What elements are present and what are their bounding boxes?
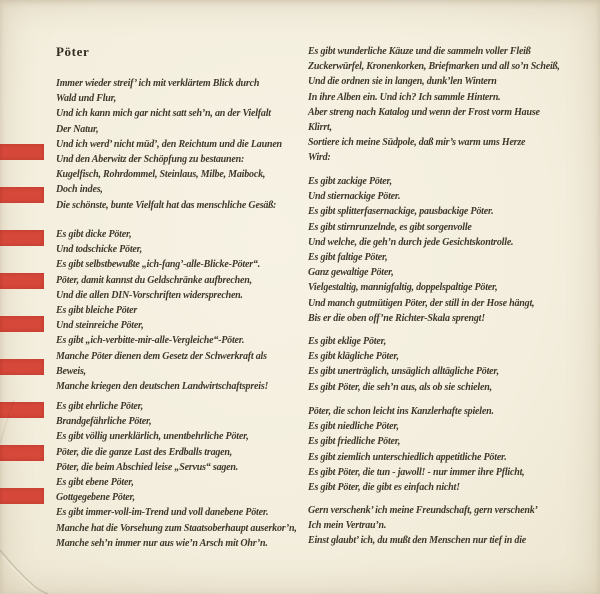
poem-line: Der Natur, [56, 123, 99, 135]
poem-line: Ich mein Vertrau’n. [308, 520, 387, 532]
poem-line: Es gibt zackige Pöter, [308, 176, 392, 187]
poem-line: Einst glaubt’ ich, du mußt den Menschen nur tief in die [308, 535, 527, 547]
poem-line: Und todschicke Pöter, [56, 244, 143, 256]
poem-line: Es gibt Pöter, die seh’n aus, als ob sie schielen, [308, 381, 492, 393]
poem-line: Es gibt eklige Pöter, [308, 336, 387, 347]
poem-line: Und die ordnen sie in langen, dunk’len Wintern [308, 76, 497, 88]
poem-line: Kugelfisch, Rohrdommel, Steinlaus, Milbe, Maibock, [56, 169, 266, 181]
poem-line: Vielgestaltig, mannigfaltig, doppelspaltige Pöter, [308, 282, 498, 294]
poem-line: Und steinreiche Pöter, [56, 320, 144, 332]
poem-line: Es gibt niedliche Pöter, [308, 421, 399, 433]
poem-line: Es gibt dicke Pöter, [56, 229, 132, 240]
stanza-right-5 [308, 503, 538, 549]
red-stripe [0, 144, 44, 160]
poem-line: Und manch gutmütigen Pöter, der still in der Hose hängt, [308, 297, 535, 309]
poem-line: Gottgegebene Pöter, [56, 492, 135, 504]
red-stripe [0, 488, 44, 504]
poem-line: Manche seh’n immer nur aus wie’n Arsch mit Ohr’n. [56, 537, 268, 549]
poem-line: Es gibt faltige Pöter, [308, 252, 388, 264]
poem-line: Es gibt unerträglich, unsäglich alltägliche Pöter, [308, 366, 499, 378]
poem-line: In ihre Alben ein. Und ich? Ich sammle Hintern. [308, 91, 501, 103]
poem-line: Und ich werd’ nicht müd’, den Reichtum und die Launen [56, 138, 282, 150]
poem-line: Wald und Flur, [56, 93, 117, 105]
page-fold-crease [0, 504, 120, 594]
page-title: Pöter [56, 44, 90, 59]
poem-line: Es gibt splitterfasernackige, pausbackige Pöter. [308, 206, 494, 218]
poem-line: Ganz gewaltige Pöter, [308, 267, 394, 279]
poem-line: Es gibt völlig unerklärlich, unentbehrliche Pöter, [56, 431, 249, 443]
poem-line: Es gibt bleiche Pöter [56, 305, 138, 317]
poem-line: Immer wieder streif’ ich mit verklärtem Blick durch [56, 78, 260, 89]
poem-line: Und stiernackige Pöter. [308, 191, 401, 203]
stanza-left-1 [56, 76, 282, 213]
red-stripe [0, 316, 44, 332]
poem-line: Es gibt friedliche Pöter, [308, 436, 401, 448]
poem-line: Die schönste, bunte Vielfalt hat das menschliche Gesäß: [56, 199, 277, 211]
poem-line: Es gibt Pöter, die tun - jawoll! - nur immer ihre Pflicht, [308, 466, 525, 478]
stanza-right-4 [308, 404, 524, 495]
poem-line: Pöter, die die ganze Last des Erdballs tragen, [56, 446, 233, 458]
poem-line: Manche hat die Vorsehung zum Staatsoberhaupt auserkor’n, [56, 522, 297, 534]
poem-line: Und ich kann mich gar nicht satt seh’n, an der Vielfalt [56, 108, 271, 120]
poem-line: Aber streng nach Katalog und wenn der Frost vorm Hause [308, 106, 540, 118]
poem-line: Sortiere ich meine Südpole, daß mir’s warm ums Herze [308, 137, 526, 149]
edge-crease [0, 400, 20, 445]
poem-line: Es gibt ehrliche Pöter, [56, 401, 144, 412]
stanza-right-3 [308, 334, 499, 395]
red-stripe [0, 445, 44, 461]
red-stripe [0, 187, 44, 203]
red-stripe [0, 273, 44, 289]
poem-line: Manche Pöter dienen dem Gesetz der Schwerkraft als [56, 350, 267, 362]
poem-line: Beweis, [56, 365, 86, 377]
poem-line: Es gibt Pöter, die gibt es einfach nicht! [308, 482, 460, 494]
red-stripe [0, 230, 44, 246]
poem-line: Pöter, die beim Abschied leise „Servus“ sagen. [56, 461, 239, 473]
poem-line: Und den Aberwitz der Schöpfung zu bestaunen: [56, 154, 245, 166]
poem-line: Es gibt ziemlich unterschiedlich appetitliche Pöter. [308, 451, 507, 463]
poem-line: Es gibt „ich-verbitte-mir-alle-Vergleiche“-Pöter. [56, 335, 245, 347]
stanza-right-1 [308, 44, 560, 166]
poem-line: Wird: [308, 152, 331, 164]
poem-line: Es gibt stirnrunzelnde, es gibt sorgenvolle [308, 221, 472, 233]
stanza-right-2 [308, 174, 534, 326]
red-stripe [0, 359, 44, 375]
poem-line: Es gibt immer-voll-im-Trend und voll danebene Pöter. [56, 507, 269, 519]
stanza-left-2 [56, 227, 268, 394]
poem-line: Es gibt wunderliche Käuze und die sammeln voller Fleiß [308, 46, 531, 57]
poem-line: Pöter, damit kannst du Geldschränke aufbrechen, [56, 274, 252, 286]
poem-line: Doch indes, [56, 184, 103, 196]
poem-line: Es gibt selbstbewußte „ich-fang’-alle-Blicke-Pöter“. [56, 259, 261, 271]
poem-line: Es gibt ebene Pöter, [56, 477, 134, 489]
poem-line: Gern verschenk’ ich meine Freundschaft, gern verschenk’ [308, 505, 538, 516]
poem-line: Und welche, die geh’n durch jede Gesichtskontrolle. [308, 236, 514, 248]
poem-line: Zuckerwürfel, Kronenkorken, Briefmarken und all so’n Scheiß, [308, 61, 560, 73]
poem-line: Es gibt klägliche Pöter, [308, 351, 399, 363]
poem-line: Bis er die oben off’ne Richter-Skala sprengt! [308, 312, 485, 324]
poem-line: Pöter, die schon leicht ins Kanzlerhafte spielen. [308, 406, 494, 417]
poem-line: Klirrt, [308, 122, 332, 134]
poem-line: Und die allen DIN-Vorschriften widersprechen. [56, 289, 243, 301]
poem-line: Manche kriegen den deutschen Landwirtschaftspreis! [56, 381, 269, 393]
poem-line: Brandgefährliche Pöter, [56, 416, 152, 428]
